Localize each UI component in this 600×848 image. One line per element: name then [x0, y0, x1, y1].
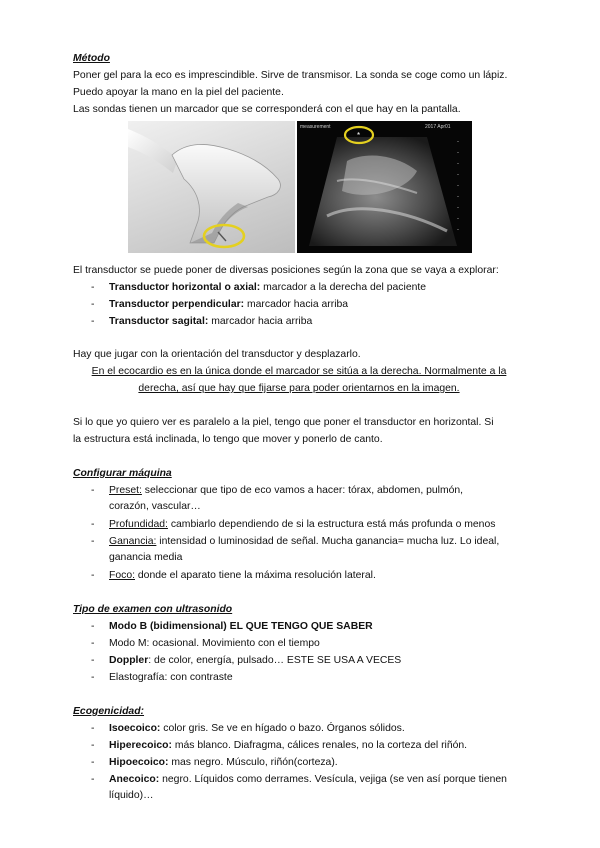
section-heading-configurar: Configurar máquina — [73, 468, 172, 479]
ultrasound-marker: * — [357, 131, 361, 140]
bullet-dash: - — [91, 655, 95, 666]
paragraph-line: Hay que jugar con la orientación del transductor y desplazarlo. — [73, 349, 361, 360]
list-term: Foco: — [109, 570, 135, 581]
list-desc-cont: corazón, vascular… — [109, 501, 201, 512]
ultrasound-scale-tick: - — [457, 150, 459, 156]
list-desc-cont: ganancia media — [109, 552, 183, 563]
bullet-dash: - — [91, 485, 95, 496]
ultrasound-scale-tick: - — [457, 139, 459, 145]
list-term: Ganancia: — [109, 536, 157, 547]
list-desc: negro. Líquidos como derrames. Vesícula, vejiga (se ven así porque tienen — [159, 774, 507, 785]
bullet-dash: - — [91, 638, 95, 649]
bullet-dash: - — [91, 740, 95, 751]
paragraph-line: Si lo que yo quiero ver es paralelo a la piel, tengo que poner el transductor en horizontal. Si — [73, 417, 494, 428]
bullet-dash: - — [91, 299, 95, 310]
ultrasound-image — [297, 121, 472, 253]
list-term: Transductor sagital: — [109, 316, 209, 327]
paragraph-line: la estructura está inclinada, lo tengo que mover y ponerlo de canto. — [73, 434, 383, 445]
transducer-photo — [128, 121, 295, 253]
section-heading-ecogenicidad: Ecogenicidad: — [73, 706, 145, 717]
bullet-dash: - — [91, 282, 95, 293]
list-desc: intensidad o luminosidad de señal. Mucha ganancia= mucha luz. Lo ideal, — [156, 536, 500, 547]
paragraph-line: El transductor se puede poner de diversas posiciones según la zona que se vaya a explorar: — [73, 265, 499, 276]
list-text: Modo B (bidimensional) EL QUE TENGO QUE SABER — [109, 621, 373, 632]
ultrasound-scale-tick: - — [457, 216, 459, 222]
list-desc: marcador hacia arriba — [208, 316, 313, 327]
ultrasound-scale-tick: - — [457, 194, 459, 200]
list-desc: marcador hacia arriba — [244, 299, 349, 310]
list-term: Hiperecoico: — [109, 740, 172, 751]
list-desc: marcador a la derecha del paciente — [260, 282, 427, 293]
bullet-dash: - — [91, 621, 95, 632]
list-text: Modo M: ocasional. Movimiento con el tiempo — [109, 638, 320, 649]
underlined-note-line: En el ecocardio es en la única donde el marcador se sitúa a la derecha. Normalmente a la — [91, 366, 507, 377]
bullet-dash: - — [91, 570, 95, 581]
list-term: Doppler — [109, 655, 149, 666]
ultrasound-label-right: 2017 Apr01 — [425, 124, 451, 130]
bullet-dash: - — [91, 316, 95, 327]
list-term: Hipoecoico: — [109, 757, 169, 768]
list-desc: color gris. Se ve en hígado o bazo. Órganos sólidos. — [160, 723, 405, 734]
bullet-dash: - — [91, 774, 95, 785]
bullet-dash: - — [91, 536, 95, 547]
ultrasound-scale-tick: - — [457, 205, 459, 211]
ultrasound-scale-tick: - — [457, 161, 459, 167]
bullet-dash: - — [91, 757, 95, 768]
bullet-dash: - — [91, 519, 95, 530]
list-desc: donde el aparato tiene la máxima resolución lateral. — [135, 570, 376, 581]
paragraph-line: Las sondas tienen un marcador que se corresponderá con el que hay en la pantalla. — [73, 104, 461, 115]
bullet-dash: - — [91, 723, 95, 734]
bullet-dash: - — [91, 672, 95, 683]
list-term: Transductor horizontal o axial: — [109, 282, 261, 293]
list-text: Elastografía: con contraste — [109, 672, 233, 683]
list-desc: seleccionar que tipo de eco vamos a hacer: tórax, abdomen, pulmón, — [141, 485, 464, 496]
list-term: Preset: — [109, 485, 142, 496]
list-term: Profundidad: — [109, 519, 168, 530]
list-desc: cambiarlo dependiendo de si la estructura está más profunda o menos — [167, 519, 496, 530]
list-desc: más blanco. Diafragma, cálices renales, no la corteza del riñón. — [171, 740, 468, 751]
list-term: Isoecoico: — [109, 723, 161, 734]
section-heading-tipo: Tipo de examen con ultrasonido — [73, 604, 233, 615]
underlined-note-line: derecha, así que hay que fijarse para poder orientarnos en la imagen. — [138, 383, 460, 394]
paragraph-line: Puedo apoyar la mano en la piel del paciente. — [73, 87, 284, 98]
list-term: Anecoico: — [109, 774, 160, 785]
ultrasound-scale-tick: - — [457, 227, 459, 233]
list-desc: mas negro. Músculo, riñón(corteza). — [168, 757, 338, 768]
section-heading-metodo: Método — [73, 53, 110, 64]
list-term: Transductor perpendicular: — [109, 299, 245, 310]
ultrasound-scale-tick: - — [457, 183, 459, 189]
ultrasound-label-left: measurement — [300, 124, 331, 130]
list-desc-cont: líquido)… — [109, 790, 154, 801]
paragraph-line: Poner gel para la eco es imprescindible. Sirve de transmisor. La sonda se coge como un lápiz. — [73, 70, 508, 81]
list-desc: : de color, energía, pulsado… ESTE SE USA A VECES — [148, 655, 402, 666]
ultrasound-scale-tick: - — [457, 172, 459, 178]
